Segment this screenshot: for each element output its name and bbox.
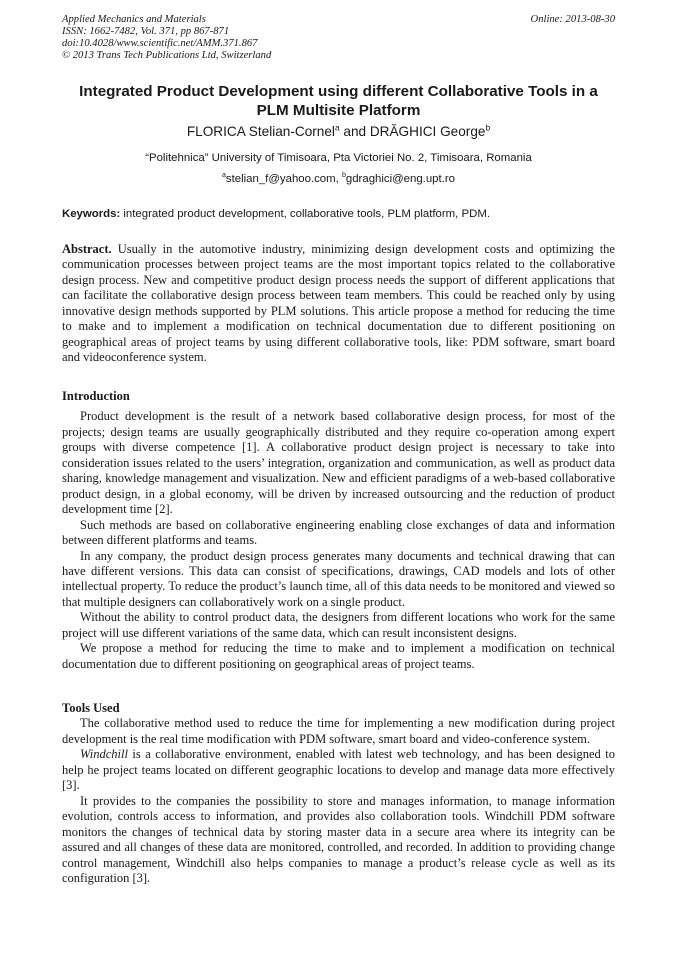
issn-line: ISSN: 1662-7482, Vol. 371, pp 867-871: [62, 26, 230, 37]
introduction-section: [62, 389, 615, 672]
author-and: and: [339, 124, 370, 139]
email-2-mark: b: [341, 172, 346, 180]
keywords-text: integrated product development, collaborative tools, PLM platform, PDM.: [120, 208, 490, 220]
windchill-term: Windchill: [80, 747, 128, 762]
author-line: [62, 124, 615, 140]
tools-paragraph: [62, 747, 619, 793]
keywords-label: Keywords:: [62, 208, 121, 220]
tools-used-heading: Tools Used: [62, 701, 120, 715]
doi-line: doi:10.4028/www.scientific.net/AMM.371.867: [62, 38, 258, 49]
paper-title: Integrated Product Development using different Collaborative Tools in a PLM Multisite Platform: [79, 83, 598, 119]
abstract: [62, 242, 619, 366]
intro-paragraph: In any company, the product design process generates many documents and technical drawing that can have different versions. This data can consist of specifications, drawings, CAD models and lots of other intellectual property. To reduce the product’s launch time, all of this data needs to be monitored and viewed so that multiple designers can collaboratively work on a single product.: [62, 548, 615, 609]
copyright-line: © 2013 Trans Tech Publications Ltd, Switzerland: [62, 50, 272, 61]
intro-paragraph: Without the ability to control product data, the designers from different locations who work for the same project will use different variations of the same data, which can result inconsistent designs.: [62, 610, 615, 640]
tools-paragraph: The collaborative method used to reduce the time for implementing a new modification during project development is the real time modification with PDM software, smart board and video-conference system.: [62, 716, 615, 746]
email-1-mark: a: [222, 172, 226, 180]
intro-paragraph: Such methods are based on collaborative engineering enabling close exchanges of data and information between different platforms and teams.: [62, 517, 615, 548]
intro-paragraph: We propose a method for reducing the time to make and to implement a modification on technical documentation due to different positioning on geographical areas of project teams.: [62, 641, 615, 671]
tools-paragraph-text: is a collaborative environment, enabled with latest web technology, and has been designed to help he project teams located on different geographic locations to develop and manage data more effectively [3].: [62, 747, 619, 793]
author-1: FLORICA Stelian-Cornel: [186, 124, 335, 139]
author-1-affil-mark: a: [334, 122, 340, 133]
tools-paragraph: It provides to the companies the possibility to store and manages information, to manage information evolution, controls access to information, and provides also collaboration tools. Windchill PDM software monitors the changes of technical data by storing master data in a secure area where its integrity can be assured and all changes of these data are monitored, controlled, and recorded. In addition to providing change control management, Windchill also helps companies to manage a product’s release cycle as well as its configuration [3].: [62, 793, 615, 885]
email-1: stelian_f@yahoo.com,: [225, 173, 342, 185]
journal-header: [62, 14, 615, 62]
keywords: [62, 207, 615, 221]
intro-paragraph: Product development is the result of a network based collaborative design process, for most of the projects; design teams are usually geographically distributed and they require co-operation among expert groups with diverse competence [1]. A collaborative product design project is necessary to take into consideration issues related to the users’ integration, organization and communication, as well as product data sharing, knowledge management and visualization. New and efficient paradigms of a web-based collaborative product design, in a global economy, will be driven by increased outsourcing and the reduction of product development time [2].: [62, 409, 615, 517]
author-2-affil-mark: b: [485, 122, 491, 133]
email-2: gdraghici@eng.upt.ro: [345, 173, 455, 185]
abstract-label: Abstract.: [62, 242, 112, 256]
journal-name: Applied Mechanics and Materials: [62, 14, 206, 25]
abstract-paragraph: [62, 242, 619, 366]
author-2: DRĂGHICI George: [369, 124, 486, 139]
abstract-text: Usually in the automotive industry, minimizing design development costs and optimizing the communication processes between project teams are the most important topics related to the collaborative design process. New and competitive product design process needs the support of different applications that can facilitate the collaborative design process between team members. This could be reached only by using innovative design methods supported by PLM solutions. This article propose a method for reducing the time to make and to implement a modification on technical documentation due to different positioning on geographical areas of project teams by using different collaborative tools, like: PDM software, smart board and videoconference system.: [62, 242, 619, 365]
affiliation: “Politehnica” University of Timisoara, Pta Victoriei No. 2, Timisoara, Romania: [145, 152, 532, 164]
introduction-heading: Introduction: [62, 389, 130, 403]
email-line: [62, 172, 615, 186]
online-date: Online: 2013-08-30: [530, 14, 615, 25]
tools-used-section: [62, 701, 619, 886]
